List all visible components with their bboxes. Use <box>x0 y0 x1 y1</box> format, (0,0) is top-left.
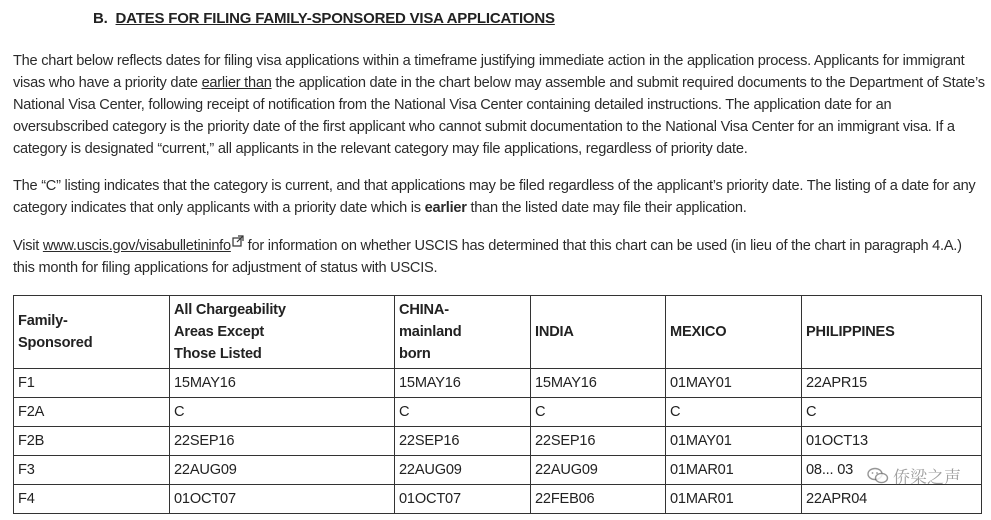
table-row <box>14 485 982 514</box>
uscis-link[interactable]: www.uscis.gov/visabulletininfo <box>42 238 231 254</box>
section-heading <box>93 10 555 27</box>
table-cell: 22SEP16 <box>531 427 666 456</box>
table-row <box>14 398 982 427</box>
table-cell: 01OCT13 <box>802 427 982 456</box>
header-china: CHINA- mainland born <box>395 296 531 369</box>
table-cell: C <box>531 398 666 427</box>
uscis-prefix: Visit <box>13 238 43 254</box>
table-cell: 15MAY16 <box>170 369 395 398</box>
table-row <box>14 369 982 398</box>
header-family-sponsored: Family- Sponsored <box>14 296 170 369</box>
table-cell: 15MAY16 <box>395 369 531 398</box>
table-cell: 22AUG09 <box>531 456 666 485</box>
table-cell: 22AUG09 <box>395 456 531 485</box>
current-text-1: The “C” listing indicates that the category is current, and that applications may be filed regardless of the applicant’s priority date. The listing of a date for any category indicates that only applicants with a priority date which is <box>13 178 976 216</box>
table-cell: 22SEP16 <box>395 427 531 456</box>
header-mexico: MEXICO <box>666 296 802 369</box>
wechat-logo-icon <box>867 467 889 485</box>
header-all-chargeability: All Chargeability Areas Except Those Listed <box>170 296 395 369</box>
table-cell: 01MAY01 <box>666 427 802 456</box>
header-philippines: PHILIPPINES <box>802 296 982 369</box>
watermark <box>867 463 961 488</box>
table-cell: 22AUG09 <box>170 456 395 485</box>
table-cell: 01MAY01 <box>666 369 802 398</box>
watermark-text: 侨梁之声 <box>893 468 961 488</box>
table-cell: C <box>395 398 531 427</box>
table-cell: C <box>170 398 395 427</box>
table-cell: F1 <box>14 369 170 398</box>
table-cell: F2B <box>14 427 170 456</box>
table-cell: 01MAR01 <box>666 456 802 485</box>
table-cell: 01MAR01 <box>666 485 802 514</box>
table-row <box>14 456 982 485</box>
intro-text-2: the application date in the chart below may assemble and submit required documents to the Department of State’s National Visa Center, following receipt of notification from the National Visa Center containing detailed instructions. The application date for an oversubscribed category is the priority date of the first applicant who cannot submit documentation to the National Visa Center for an immigrant visa. If a category is designated “current,” all applicants in the relevant category may file applications, regardless of priority date. <box>13 75 985 157</box>
table-cell: 08... 03 <box>802 456 982 485</box>
table-cell: F4 <box>14 485 170 514</box>
table-cell: 15MAY16 <box>531 369 666 398</box>
table-cell: 01OCT07 <box>395 485 531 514</box>
table-cell: 01OCT07 <box>170 485 395 514</box>
table-cell: C <box>666 398 802 427</box>
table-cell: F2A <box>14 398 170 427</box>
table-cell: 22SEP16 <box>170 427 395 456</box>
table-cell: 22APR04 <box>802 485 982 514</box>
external-link-icon[interactable] <box>232 235 244 247</box>
filing-dates-table <box>13 295 982 514</box>
intro-underlined-text: earlier than <box>201 75 272 91</box>
uscis-paragraph <box>13 235 985 279</box>
table-cell: C <box>802 398 982 427</box>
intro-paragraph <box>13 50 985 160</box>
table-cell: 22FEB06 <box>531 485 666 514</box>
section-title: DATES FOR FILING FAMILY-SPONSORED VISA APPLICATIONS <box>115 10 555 27</box>
intro-text-1: The chart below reflects dates for filing visa applications within a timeframe justifying immediate action in the application process. Applicants for immigrant visas who have a priority date <box>13 53 965 91</box>
table-cell: 22APR15 <box>802 369 982 398</box>
table-cell: F3 <box>14 456 170 485</box>
current-text-2: than the listed date may file their application. <box>466 200 747 216</box>
table-header-row <box>14 296 982 369</box>
section-letter: B. <box>93 10 108 27</box>
current-bold-text: earlier <box>424 200 467 216</box>
uscis-suffix: for information on whether USCIS has determined that this chart can be used (in lieu of the chart in paragraph 4.A.) this month for filing applications for adjustment of status with USCIS. <box>13 238 962 276</box>
current-listing-paragraph <box>13 175 985 219</box>
header-india: INDIA <box>531 296 666 369</box>
table-row <box>14 427 982 456</box>
